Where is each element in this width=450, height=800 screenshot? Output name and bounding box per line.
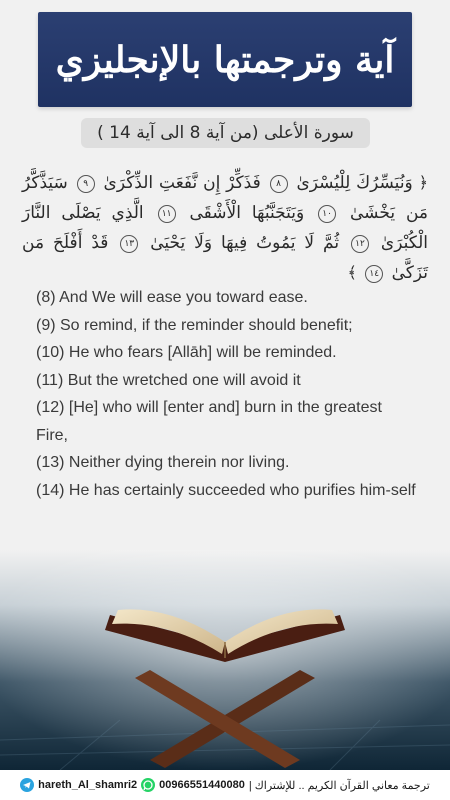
page-title: آية وترجمتها بالإنجليزي xyxy=(55,38,395,81)
verse-text: قَدْ أَفْلَحَ مَن تَزَكَّىٰ xyxy=(22,233,428,283)
telegram-icon[interactable] xyxy=(20,778,34,792)
translation-line: (8) And We will ease you toward ease. xyxy=(36,289,308,306)
verse-number-marker: ١٠ xyxy=(318,205,336,223)
verse-number-marker: ١٢ xyxy=(351,235,369,253)
translation-line: (9) So remind, if the reminder should benefit; xyxy=(36,316,353,334)
verse-number-marker: ١٣ xyxy=(120,235,138,253)
opening-bracket-icon: ﴿ xyxy=(418,173,429,192)
translation-line: (12) [He] who will [enter and] burn in the greatest Fire, xyxy=(36,399,382,444)
verse-text: ثُمَّ لَا يَمُوتُ فِيهَا وَلَا يَحْيَىٰ xyxy=(150,233,340,253)
footer-bar xyxy=(0,770,450,800)
closing-bracket-icon: ﴾ xyxy=(347,263,357,282)
verse-text: فَذَكِّرْ إِن نَّفَعَتِ الذِّكْرَىٰ xyxy=(103,173,261,193)
verse-text: وَنُيَسِّرُكَ لِلْيُسْرَىٰ xyxy=(296,173,413,193)
arabic-verses xyxy=(22,168,428,288)
book-on-stand-image xyxy=(0,550,450,770)
english-translation xyxy=(36,284,416,504)
surah-label: سورة الأعلى (من آية 8 الى آية 14 ) xyxy=(97,123,354,143)
verse-number-marker: ١٤ xyxy=(365,265,383,283)
translation-line: (14) He has certainly succeeded who purifies him-self xyxy=(36,481,416,499)
verse-number-marker: ٩ xyxy=(77,175,95,193)
verse-text: وَيَتَجَنَّبُهَا الْأَشْقَى xyxy=(189,203,305,223)
telegram-handle[interactable]: hareth_Al_shamri2 xyxy=(38,779,138,791)
whatsapp-number[interactable]: 00966551440080 xyxy=(159,779,245,791)
title-banner xyxy=(38,12,412,107)
translation-line: (13) Neither dying therein nor living. xyxy=(36,454,290,471)
translation-line: (11) But the wretched one will avoid it xyxy=(36,371,301,389)
verse-number-marker: ٨ xyxy=(270,175,288,193)
verse-text: سَيَذَّكَّرُ مَن يَخْشَىٰ xyxy=(22,173,429,223)
surah-label-pill xyxy=(81,118,370,148)
whatsapp-icon[interactable] xyxy=(141,778,155,792)
translation-line: (10) He who fears [Allāh] will be reminded. xyxy=(36,344,337,361)
subscribe-text: ترجمة معاني القرآن الكريم .. للإشتراك | xyxy=(248,779,430,792)
quran-book-illustration xyxy=(0,550,450,770)
verse-number-marker: ١١ xyxy=(158,205,176,223)
verse-text: الَّذِي يَصْلَى النَّارَ الْكُبْرَىٰ xyxy=(22,203,429,253)
